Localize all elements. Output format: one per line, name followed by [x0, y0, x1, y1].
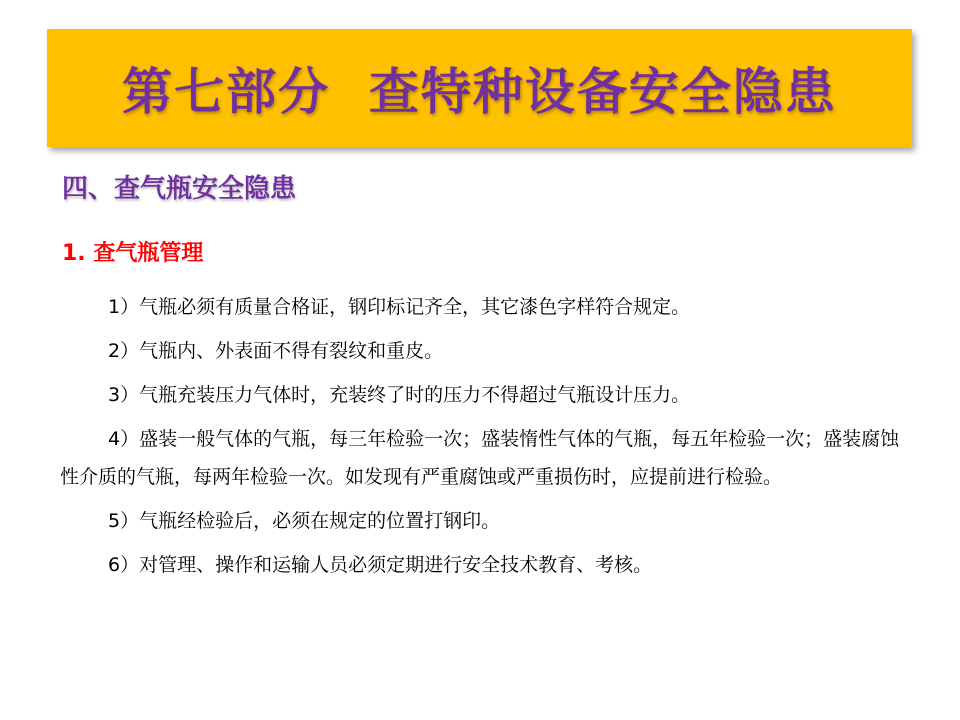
list-item: 5）气瓶经检验后，必须在规定的位置打钢印。 — [108, 510, 501, 532]
list-item: 3）气瓶充装压力气体时，充装终了时的压力不得超过气瓶设计压力。 — [108, 384, 691, 406]
list-item: 6）对管理、操作和运输人员必须定期进行安全技术教育、考核。 — [108, 554, 653, 576]
list-item: 4）盛装一般气体的气瓶，每三年检验一次；盛装惰性气体的气瓶，每五年检验一次；盛装腐蚀性介质的气瓶，每两年检验一次。如发现有严重腐蚀或严重损伤时，应提前进行检验。 — [60, 428, 900, 488]
list-item: 1）气瓶必须有质量合格证，钢印标记齐全，其它漆色字样符合规定。 — [108, 296, 691, 318]
title-banner — [47, 29, 912, 147]
list-item: 2）气瓶内、外表面不得有裂纹和重皮。 — [108, 340, 444, 362]
body-text — [60, 288, 902, 590]
section-heading: 四、查气瓶安全隐患 — [62, 174, 297, 204]
sub-heading: 1. 查气瓶管理 — [62, 241, 204, 266]
slide-title: 第七部分 查特种设备安全隐患 — [122, 63, 837, 121]
